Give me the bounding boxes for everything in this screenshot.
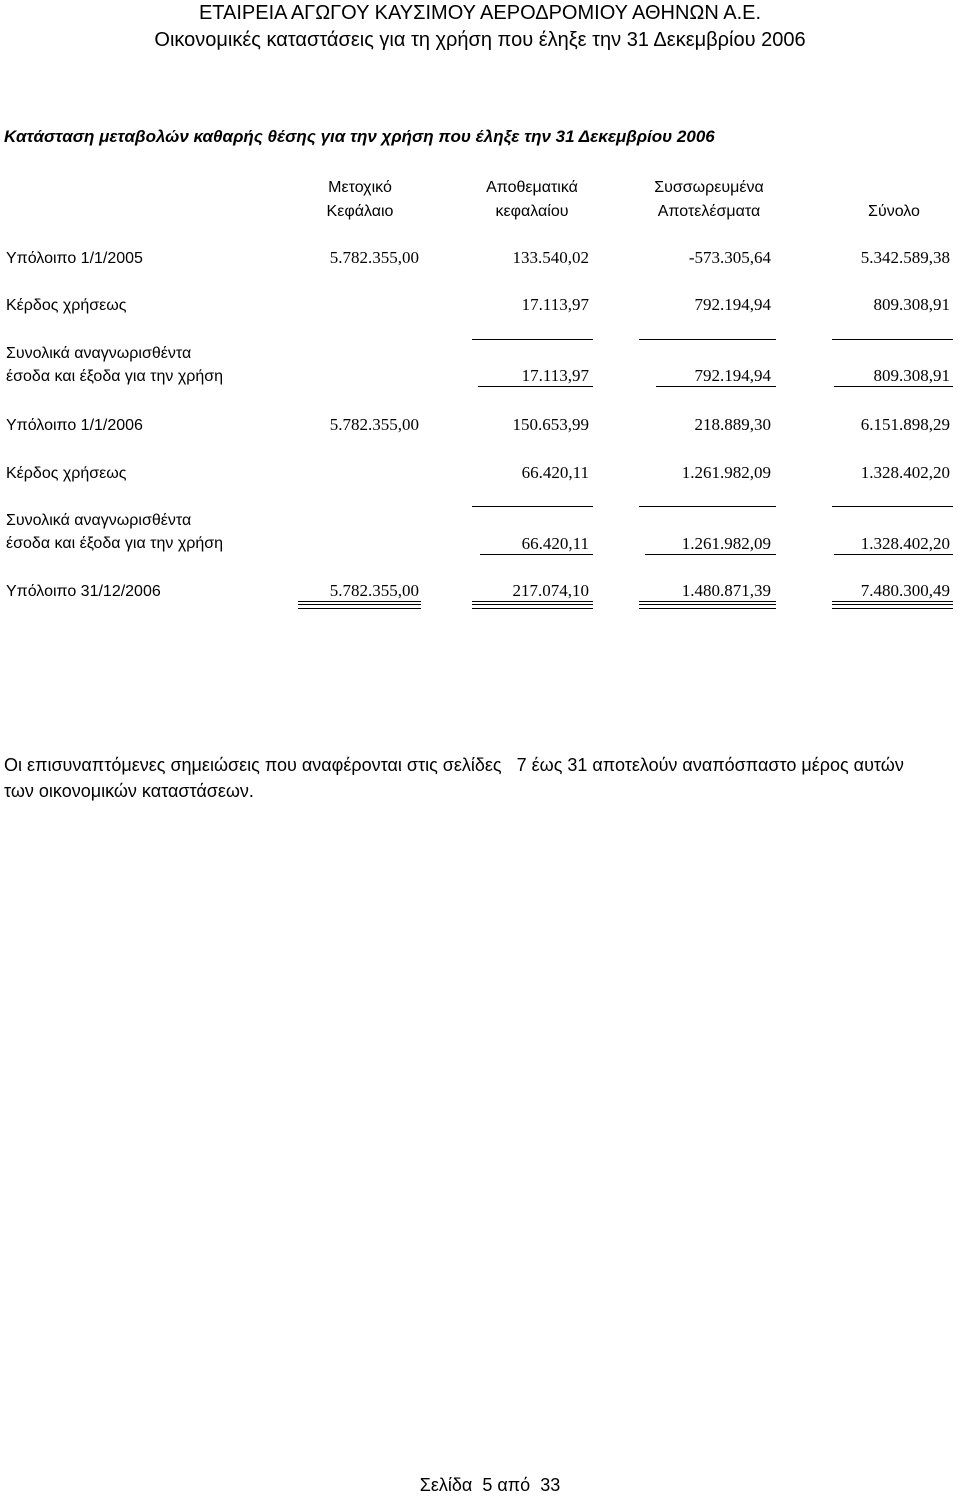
table-cell: 17.113,97 <box>521 295 589 314</box>
subtotal-rule <box>639 339 776 340</box>
row-label-line: Συνολικά αναγνωρισθέντα <box>6 512 192 529</box>
notes-reference <box>4 752 958 804</box>
underline-rule <box>639 601 776 602</box>
table-cell: 1.328.402,20 <box>860 463 950 482</box>
underline-rule <box>478 386 593 387</box>
column-header-line: Κεφάλαιο <box>326 203 394 220</box>
table-cell: 5.782.355,00 <box>329 415 419 434</box>
row-label-line: έσοδα και έξοδα για την χρήση <box>6 535 224 552</box>
double-underline-rule <box>472 604 593 609</box>
double-underline-rule <box>832 604 953 609</box>
table-cell: 809.308,91 <box>873 366 950 385</box>
row-label-line: Συνολικά αναγνωρισθέντα <box>6 345 192 362</box>
column-header-line: Συσσωρευμένα <box>654 179 764 196</box>
underline-rule <box>645 554 776 555</box>
row-label-balance-year-end-2006: Υπόλοιπο 31/12/2006 <box>6 583 161 600</box>
row-label-recognized-income-2005 <box>6 342 223 388</box>
column-header-line: Μετοχικό <box>328 179 392 196</box>
statement-title: Κατάσταση μεταβολών καθαρής θέσης για την χρήση που έληξε την 31 Δεκεμβρίου 2006 <box>4 127 715 146</box>
notes-reference-line: των οικονομικών καταστάσεων. <box>4 781 254 801</box>
column-header-line: Σύνολο <box>868 203 920 220</box>
column-header-line: Αποθεματικά <box>486 179 578 196</box>
table-cell: 792.194,94 <box>694 295 771 314</box>
table-cell: 809.308,91 <box>873 295 950 314</box>
column-header-line: κεφαλαίου <box>495 203 569 220</box>
row-label-recognized-income-2006 <box>6 509 223 555</box>
table-cell: 217.074,10 <box>512 581 589 600</box>
underline-rule <box>298 601 421 602</box>
underline-rule <box>656 386 776 387</box>
table-cell: 1.480.871,39 <box>681 581 771 600</box>
row-label-line: έσοδα και έξοδα για την χρήση <box>6 368 224 385</box>
table-cell: 792.194,94 <box>694 366 771 385</box>
row-label-profit-2005: Κέρδος χρήσεως <box>6 297 127 314</box>
column-header-total <box>842 176 946 224</box>
table-cell: 66.420,11 <box>521 463 589 482</box>
company-name: ΕΤΑΙΡΕΙΑ ΑΓΩΓΟΥ ΚΑΥΣΙΜΟΥ ΑΕΡΟΔΡΟΜΙΟΥ ΑΘΗΝΩΝ Α.Ε. <box>198 2 762 24</box>
table-cell: -573.305,64 <box>688 248 771 267</box>
subtotal-rule <box>639 506 776 507</box>
column-header-line: Αποτελέσματα <box>657 203 761 220</box>
underline-rule <box>472 601 593 602</box>
row-label-balance-2005: Υπόλοιπο 1/1/2005 <box>6 250 143 267</box>
table-cell: 66.420,11 <box>521 534 589 553</box>
document-subtitle: Οικονομικές καταστάσεις για τη χρήση που έληξε την 31 Δεκεμβρίου 2006 <box>154 29 806 51</box>
table-cell: 6.151.898,29 <box>860 415 950 434</box>
column-header-share-capital <box>300 176 420 224</box>
table-cell: 7.480.300,49 <box>860 581 950 600</box>
column-header-accumulated-results <box>636 176 782 224</box>
underline-rule <box>480 554 593 555</box>
underline-rule <box>834 554 953 555</box>
double-underline-rule <box>639 604 776 609</box>
column-header-capital-reserves <box>470 176 594 224</box>
table-cell: 17.113,97 <box>521 366 589 385</box>
notes-reference-line: Οι επισυναπτόμενες σημειώσεις που αναφέρονται στις σελίδες 7 έως 31 αποτελούν αναπόσπαστο μέρος αυτών <box>4 755 904 775</box>
underline-rule <box>834 386 953 387</box>
subtotal-rule <box>472 506 593 507</box>
row-label-balance-2006: Υπόλοιπο 1/1/2006 <box>6 417 143 434</box>
table-cell: 133.540,02 <box>512 248 589 267</box>
subtotal-rule <box>832 506 953 507</box>
table-cell: 1.261.982,09 <box>681 534 771 553</box>
table-cell: 218.889,30 <box>694 415 771 434</box>
subtotal-rule <box>832 339 953 340</box>
table-cell: 5.782.355,00 <box>329 581 419 600</box>
double-underline-rule <box>298 604 421 609</box>
table-cell: 5.782.355,00 <box>329 248 419 267</box>
underline-rule <box>832 601 953 602</box>
table-cell: 1.261.982,09 <box>681 463 771 482</box>
table-cell: 1.328.402,20 <box>860 534 950 553</box>
column-header-line <box>842 176 946 200</box>
row-label-profit-2006: Κέρδος χρήσεως <box>6 465 127 482</box>
page-number: Σελίδα 5 από 33 <box>419 1475 561 1495</box>
subtotal-rule <box>472 339 593 340</box>
table-cell: 150.653,99 <box>512 415 589 434</box>
table-cell: 5.342.589,38 <box>860 248 950 267</box>
